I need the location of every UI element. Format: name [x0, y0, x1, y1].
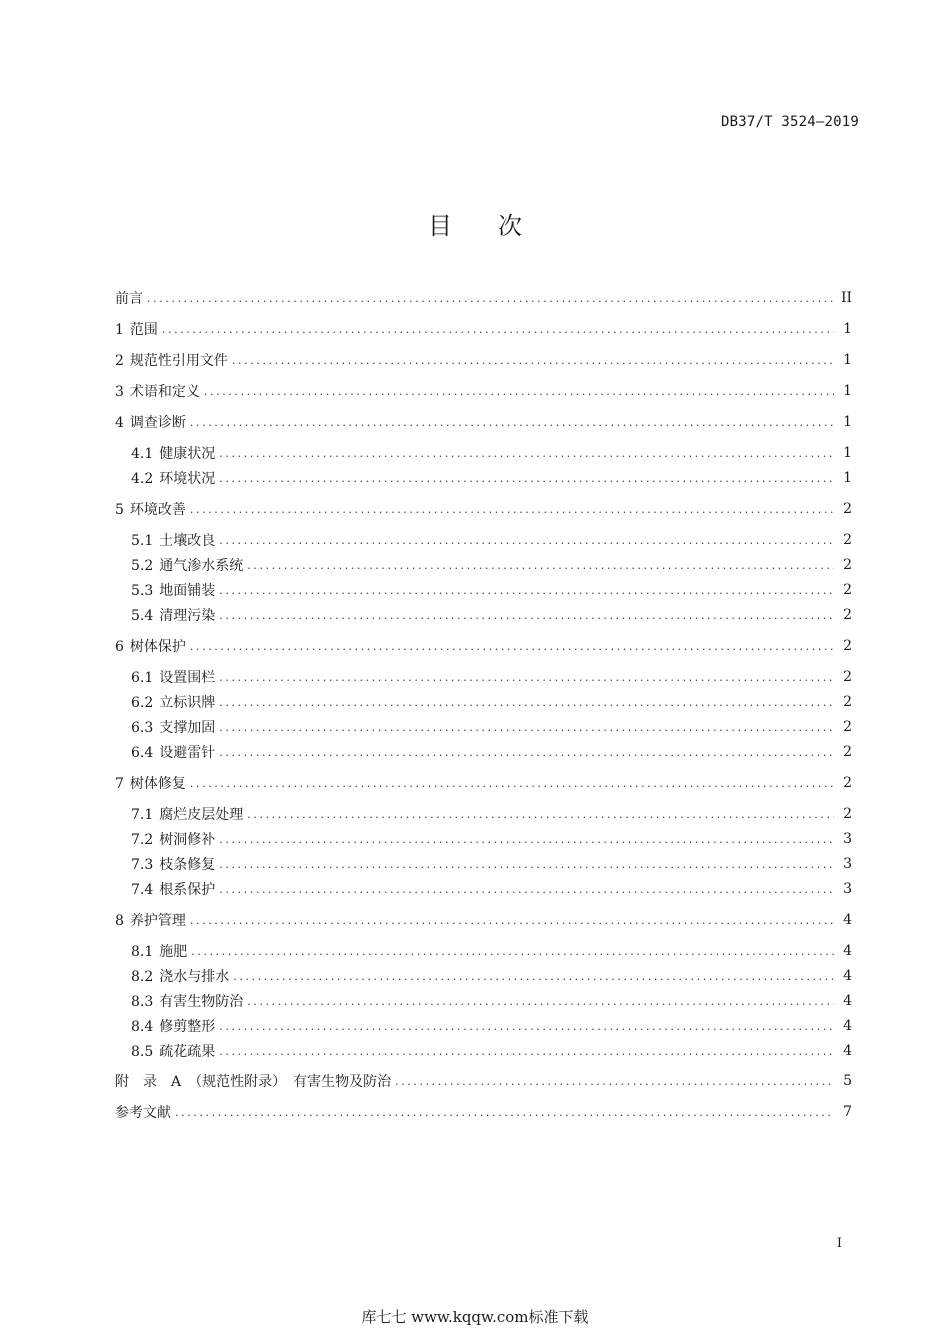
- toc-entry-title: 健康状况: [159, 446, 216, 462]
- toc-entry[interactable]: [131, 442, 852, 464]
- toc-leader-dots: [219, 721, 834, 734]
- toc-entry-page: 4: [843, 1043, 852, 1059]
- toc-entry-label: [131, 1016, 219, 1036]
- toc-leader-dots: [219, 696, 834, 709]
- toc-leader-dots: [190, 503, 834, 516]
- toc-entry-number: 5: [115, 502, 124, 518]
- toc-entry-title: 清理污染: [159, 608, 216, 624]
- toc-entry-page: 2: [843, 607, 852, 623]
- toc-leader-dots: [204, 385, 834, 398]
- toc-leader-dots: [219, 1020, 834, 1033]
- toc-entry-page: 2: [843, 582, 852, 598]
- toc-entry-title: 设置围栏: [159, 670, 216, 686]
- toc-leader-dots: [219, 472, 834, 485]
- toc-entry-number: 4.2: [131, 471, 154, 487]
- toc-entry-title: 参考文献: [115, 1105, 171, 1121]
- toc-entry[interactable]: [131, 965, 852, 987]
- toc-entry-number: 8: [115, 913, 124, 929]
- toc-entry-label: [115, 412, 190, 432]
- toc-entry-page: 4: [843, 968, 852, 984]
- toc-entry[interactable]: [115, 380, 852, 402]
- toc-leader-dots: [147, 292, 834, 305]
- toc-entry-number: 7.4: [131, 882, 154, 898]
- toc-entry[interactable]: [115, 349, 852, 371]
- toc-entry-number: 2: [115, 353, 124, 369]
- toc-entry-page: 4: [843, 1018, 852, 1034]
- toc-entry-title: 附 录 A （规范性附录） 有害生物及防治: [115, 1074, 392, 1090]
- toc-entry-title: 立标识牌: [159, 695, 216, 711]
- page-number: I: [836, 1236, 842, 1251]
- toc-entry-label: [131, 605, 219, 625]
- toc-entry-label: [115, 1102, 175, 1122]
- toc-entry[interactable]: [131, 666, 852, 688]
- toc-entry-number: 8.2: [131, 969, 154, 985]
- toc-entry-number: 5.1: [131, 533, 154, 549]
- toc-entry-number: 7.2: [131, 832, 154, 848]
- toc-entry-page: 2: [843, 669, 852, 685]
- toc-entry-number: 6.3: [131, 720, 154, 736]
- toc-entry-title: 环境状况: [159, 471, 216, 487]
- toc-entry-title: 土壤改良: [159, 533, 216, 549]
- toc-leader-dots: [247, 559, 834, 572]
- toc-entry-number: 7.3: [131, 857, 154, 873]
- toc-entry-title: 规范性引用文件: [129, 353, 228, 369]
- toc-entry-title: 根系保护: [159, 882, 216, 898]
- toc-entry-title: 前言: [115, 291, 143, 307]
- toc-entry-page: 1: [843, 445, 852, 461]
- toc-entry-page: 2: [843, 557, 852, 573]
- toc-entry[interactable]: [131, 579, 852, 601]
- toc-entry[interactable]: [131, 1015, 852, 1037]
- toc-leader-dots: [175, 1106, 834, 1119]
- toc-entry-page: 2: [843, 775, 852, 791]
- toc-leader-dots: [219, 534, 834, 547]
- toc-leader-dots: [219, 447, 834, 460]
- toc-entry-title: 范围: [129, 322, 158, 338]
- toc-entry-number: 5.4: [131, 608, 154, 624]
- toc-entry[interactable]: [131, 741, 852, 763]
- toc-entry-number: 7: [115, 776, 124, 792]
- toc-entry-label: [131, 829, 219, 849]
- toc-entry-title: 树体修复: [129, 776, 186, 792]
- toc-entry-number: 3: [115, 384, 124, 400]
- toc-entry[interactable]: [115, 1070, 852, 1092]
- toc-entry-title: 术语和定义: [129, 384, 200, 400]
- toc-entry-title: 有害生物防治: [159, 994, 244, 1010]
- toc-leader-dots: [190, 640, 834, 653]
- title-char-2: 次: [498, 212, 522, 240]
- toc-entry-label: [131, 580, 219, 600]
- toc-entry-page: 5: [843, 1073, 852, 1089]
- toc-entry-number: 5.3: [131, 583, 154, 599]
- toc-entry[interactable]: [115, 909, 852, 931]
- toc-entry-label: [131, 991, 247, 1011]
- toc-entry-page: 2: [843, 532, 852, 548]
- toc-entry[interactable]: [131, 691, 852, 713]
- toc-entry-label: [115, 636, 190, 656]
- toc-entry-page: 2: [843, 806, 852, 822]
- toc-entry[interactable]: [115, 635, 852, 657]
- toc-entry-number: 6.1: [131, 670, 154, 686]
- toc-entry-label: [131, 879, 219, 899]
- toc-entry-title: 树洞修补: [159, 832, 216, 848]
- toc-entry-title: 养护管理: [129, 913, 186, 929]
- toc-entry-label: [115, 1071, 395, 1091]
- toc-entry[interactable]: [131, 554, 852, 576]
- toc-entry[interactable]: [131, 467, 852, 489]
- toc-entry-page: 1: [843, 414, 852, 430]
- toc-entry-title: 支撑加固: [159, 720, 216, 736]
- toc-leader-dots: [219, 584, 834, 597]
- toc-entry-page: 1: [843, 321, 852, 337]
- toc-entry[interactable]: [115, 411, 852, 433]
- toc-leader-dots: [233, 970, 834, 983]
- toc-entry-number: 8.5: [131, 1044, 154, 1060]
- toc-leader-dots: [219, 883, 834, 896]
- toc-entry-label: [131, 804, 247, 824]
- toc-leader-dots: [190, 777, 834, 790]
- toc-entry-page: 4: [843, 993, 852, 1009]
- footer-watermark: 库七七 www.kqqw.com标准下载: [361, 1308, 589, 1326]
- toc-entry[interactable]: [131, 1040, 852, 1062]
- toc-entry-title: 树体保护: [129, 639, 186, 655]
- toc-entry-title: 修剪整形: [159, 1019, 216, 1035]
- toc-leader-dots: [219, 1045, 834, 1058]
- toc-entry-title: 环境改善: [129, 502, 186, 518]
- toc-entry-title: 枝条修复: [159, 857, 216, 873]
- toc-entry[interactable]: [115, 772, 852, 794]
- toc-leader-dots: [219, 858, 834, 871]
- toc-entry-label: [115, 350, 232, 370]
- toc-leader-dots: [232, 354, 834, 367]
- toc-entry-title: 调查诊断: [129, 415, 186, 431]
- toc-entry[interactable]: [131, 853, 852, 875]
- toc-leader-dots: [395, 1075, 834, 1088]
- toc-entry-page: II: [840, 290, 852, 306]
- toc-entry-page: 1: [843, 383, 852, 399]
- toc-entry-number: 6.2: [131, 695, 154, 711]
- toc-entry-number: 5.2: [131, 558, 154, 574]
- toc-entry-page: 1: [843, 470, 852, 486]
- toc-entry-number: 8.3: [131, 994, 154, 1010]
- toc-entry-label: [115, 499, 190, 519]
- toc-entry-title: 疏花疏果: [159, 1044, 216, 1060]
- toc-entry-number: 7.1: [131, 807, 154, 823]
- toc-entry-label: [115, 910, 190, 930]
- toc-leader-dots: [190, 914, 834, 927]
- toc-entry-page: 2: [843, 744, 852, 760]
- toc-leader-dots: [190, 416, 834, 429]
- toc-entry-label: [131, 667, 219, 687]
- document-code: DB37/T 3524—2019: [720, 114, 859, 130]
- toc-entry-page: 2: [843, 638, 852, 654]
- toc-entry-number: 8.1: [131, 944, 154, 960]
- toc-entry-label: [115, 381, 204, 401]
- toc-leader-dots: [162, 323, 834, 336]
- toc-entry[interactable]: [131, 828, 852, 850]
- toc-entry-title: 通气渗水系统: [159, 558, 244, 574]
- toc-entry-number: 6.4: [131, 745, 154, 761]
- toc-entry-label: [115, 319, 162, 339]
- toc-leader-dots: [247, 995, 834, 1008]
- toc-leader-dots: [219, 671, 834, 684]
- toc-entry-title: 地面铺装: [159, 583, 216, 599]
- toc-entry-label: [131, 530, 219, 550]
- title-char-1: 目: [428, 212, 452, 240]
- toc-entry-number: 8.4: [131, 1019, 154, 1035]
- toc-entry-page: 2: [843, 501, 852, 517]
- toc-entry-title: 腐烂皮层处理: [159, 807, 244, 823]
- toc-entry-page: 7: [843, 1104, 852, 1120]
- toc-entry[interactable]: [115, 1101, 852, 1123]
- toc-entry-title: 施肥: [159, 944, 188, 960]
- toc-entry-page: 2: [843, 719, 852, 735]
- toc-entry-label: [131, 1041, 219, 1061]
- toc-entry-page: 3: [843, 856, 852, 872]
- toc-entry-number: 1: [115, 322, 124, 338]
- toc-entry-page: 1: [843, 352, 852, 368]
- toc-entry-number: 4: [115, 415, 124, 431]
- toc-entry-page: 4: [843, 943, 852, 959]
- toc-entry-page: 4: [843, 912, 852, 928]
- toc-entry-title: 设避雷针: [159, 745, 216, 761]
- toc-entry[interactable]: [115, 287, 852, 309]
- toc-entry-page: 3: [843, 831, 852, 847]
- toc-entry[interactable]: [115, 318, 852, 340]
- toc-entry-label: [131, 443, 219, 463]
- toc-entry-label: [131, 717, 219, 737]
- toc-entry-label: [115, 288, 147, 308]
- toc-entry-title: 浇水与排水: [159, 969, 230, 985]
- toc-entry[interactable]: [131, 940, 852, 962]
- toc-entry[interactable]: [115, 498, 852, 520]
- toc-entry[interactable]: [131, 604, 852, 626]
- toc-entry-label: [131, 966, 233, 986]
- toc-entry-label: [131, 742, 219, 762]
- toc-entry[interactable]: [131, 803, 852, 825]
- toc-leader-dots: [219, 746, 834, 759]
- toc-entry[interactable]: [131, 529, 852, 551]
- toc-entry-page: 2: [843, 694, 852, 710]
- toc-entry-label: [131, 941, 191, 961]
- toc-entry-label: [131, 692, 219, 712]
- toc-entry-label: [131, 854, 219, 874]
- toc-entry-label: [131, 555, 247, 575]
- toc-leader-dots: [219, 609, 834, 622]
- toc-leader-dots: [219, 833, 834, 846]
- toc-entry[interactable]: [131, 878, 852, 900]
- toc-leader-dots: [247, 808, 834, 821]
- toc-leader-dots: [191, 945, 834, 958]
- page-title: [0, 206, 950, 241]
- toc-entry[interactable]: [131, 716, 852, 738]
- toc-entry-number: 4.1: [131, 446, 154, 462]
- toc-entry-number: 6: [115, 639, 124, 655]
- toc-entry[interactable]: [131, 990, 852, 1012]
- toc-entry-label: [131, 468, 219, 488]
- toc-entry-label: [115, 773, 190, 793]
- toc-entry-page: 3: [843, 881, 852, 897]
